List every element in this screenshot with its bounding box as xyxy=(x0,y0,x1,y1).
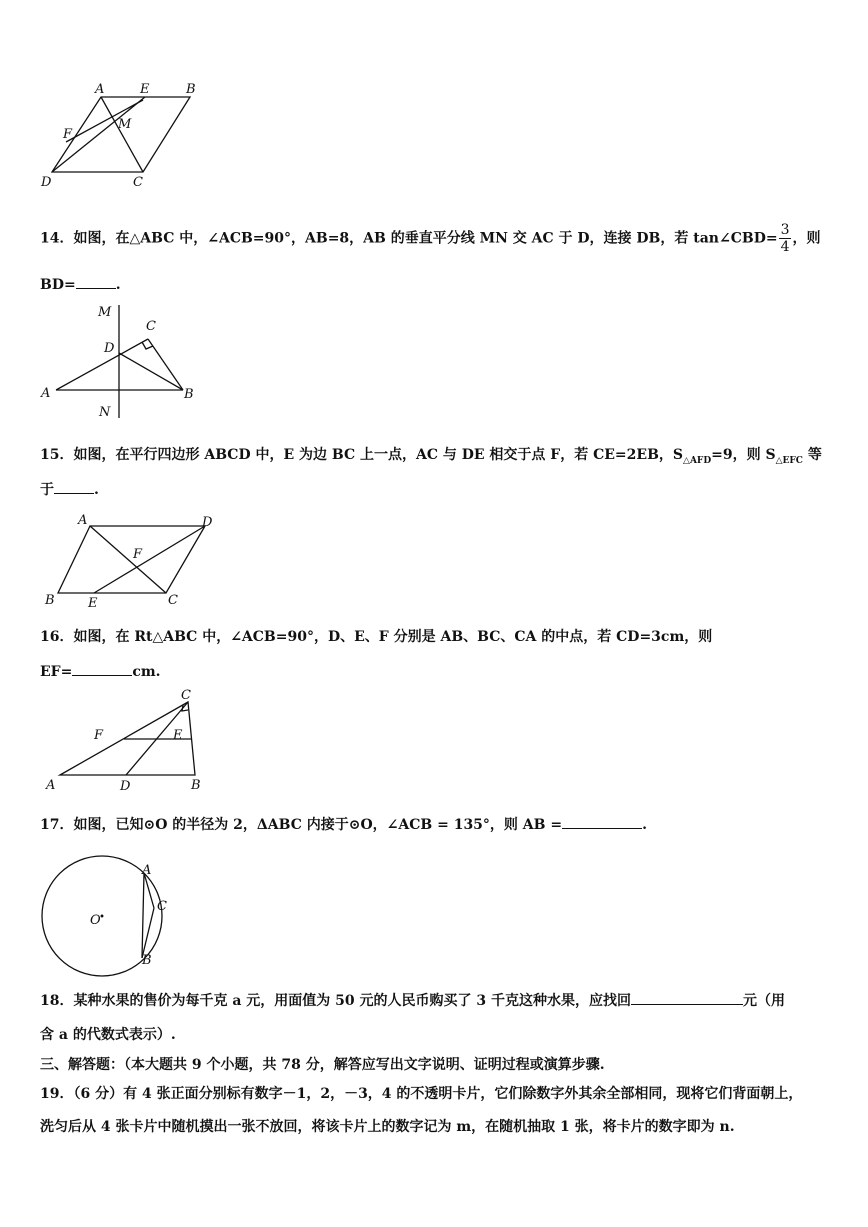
figure-14-triangle xyxy=(36,300,201,425)
label-b: B xyxy=(184,387,194,402)
parallelogram-abcd xyxy=(52,97,190,172)
q14-line2: BD= . xyxy=(40,274,121,293)
q17-line1: 17．如图，已知⊙O 的半径为 2，ΔABC 内接于⊙O，∠ACB = 135°，则 AB = . xyxy=(40,814,647,834)
q19-line2: 洗匀后从 4 张卡片中随机摸出一张不放回，将该卡片上的数字记为 m，在随机抽取 1 张，将卡片的数字即为 n. xyxy=(40,1119,735,1135)
label-b: B xyxy=(186,82,196,97)
q18-line1: 18．某种水果的售价为每千克 a 元，用面值为 50 元的人民币购买了 3 千克这种水果，应找回 元（用 xyxy=(40,990,785,1010)
diagonal-ac xyxy=(101,97,143,172)
label-c: C xyxy=(146,319,156,334)
label-o: O xyxy=(90,913,101,928)
segment-db xyxy=(119,353,183,390)
q14-line1: 14．如图，在△ABC 中，∠ACB=90°，AB=8，AB 的垂直平分线 MN 交 AC 于 D，连接 DB，若 tan∠CBD= $\frac{3}{4}$ ，则 xyxy=(40,222,821,255)
label-a: A xyxy=(41,386,51,401)
section-3-title: 三、解答题：（本大题共 9 个小题，共 78 分，解答应写出文字说明、证明过程或演算步骤. xyxy=(40,1057,605,1073)
label-b: B xyxy=(142,953,152,968)
label-b: B xyxy=(45,593,55,608)
q18-line2: 含 a 的代数式表示）. xyxy=(40,1027,176,1043)
label-a: A xyxy=(95,82,105,97)
figure-13-parallelogram xyxy=(30,80,210,195)
label-c: C xyxy=(168,593,178,608)
fraction-3-4: $\frac{3}{4}$ xyxy=(780,222,790,255)
segment-de xyxy=(94,526,205,593)
label-c: C xyxy=(133,175,143,190)
answer-blank-ab[interactable] xyxy=(562,814,642,829)
label-d: D xyxy=(120,779,131,794)
label-e: E xyxy=(173,728,183,743)
label-c: C xyxy=(157,899,167,914)
figure-15-parallelogram xyxy=(40,508,225,613)
label-d: D xyxy=(104,341,115,356)
center-point xyxy=(101,915,103,917)
label-e: E xyxy=(140,82,150,97)
label-m: M xyxy=(118,117,132,132)
q16-line1: 16．如图，在 Rt△ABC 中，∠ACB=90°，D、E、F 分别是 AB、BC、CA 的中点，若 CD=3cm，则 xyxy=(40,629,713,645)
answer-blank-ef[interactable] xyxy=(72,661,132,676)
label-f: F xyxy=(94,728,104,743)
label-f: F xyxy=(63,127,73,142)
figure-17-circle xyxy=(38,852,178,982)
label-a: A xyxy=(78,513,88,528)
label-e: E xyxy=(88,596,98,611)
q15-line1: 15．如图，在平行四边形 ABCD 中，E 为边 BC 上一点，AC 与 DE 相交于点 F，若 CE=2EB，$S_{\triangle AFD}=9$，则 $S_{\triangle EFC}$ 等 xyxy=(40,447,822,466)
label-a: A xyxy=(142,863,152,878)
label-b: B xyxy=(191,778,201,793)
chord-ab xyxy=(142,873,144,958)
label-f: F xyxy=(133,547,143,562)
answer-blank-change[interactable] xyxy=(631,990,743,1005)
q16-line2: EF= cm. xyxy=(40,661,161,680)
label-a: A xyxy=(46,778,56,793)
answer-blank-sefc[interactable] xyxy=(54,479,94,494)
segment-cb xyxy=(142,908,154,958)
label-c: C xyxy=(181,688,191,703)
figure-16-triangle xyxy=(40,685,210,795)
q15-line2: 于 . xyxy=(40,479,99,499)
segment-fm xyxy=(66,100,143,142)
label-n: N xyxy=(99,405,111,420)
label-d: D xyxy=(41,175,52,190)
answer-blank-bd[interactable] xyxy=(76,274,116,289)
segment-ac xyxy=(56,339,148,390)
diagonal-ac xyxy=(90,526,166,593)
q19-line1: 19．（6 分）有 4 张正面分别标有数字－1，2，－3，4 的不透明卡片，它们除数字外其余全部相同，现将它们背面朝上， xyxy=(40,1086,803,1102)
label-m: M xyxy=(98,305,112,320)
parallelogram-abcd xyxy=(58,526,205,593)
label-d: D xyxy=(202,515,213,530)
segment-cb xyxy=(148,339,183,390)
